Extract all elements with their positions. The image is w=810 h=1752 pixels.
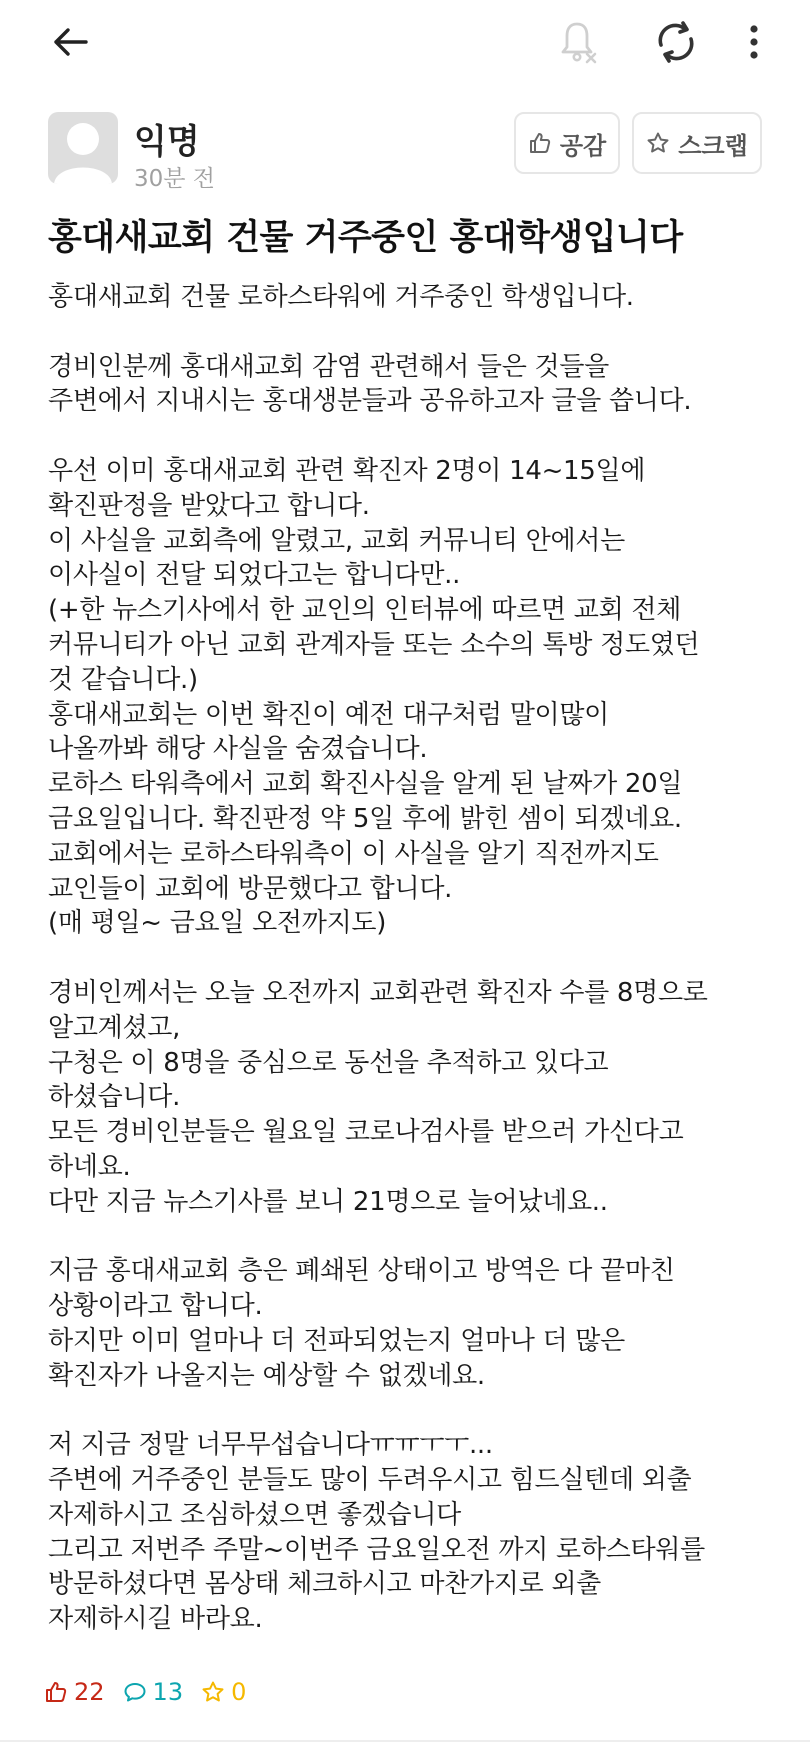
scrap-button-label: 스크랩 xyxy=(678,131,748,160)
body-line: 것 같습니다.) xyxy=(48,664,198,695)
scrap-button[interactable] xyxy=(632,112,762,174)
body-line: 교회에서는 로하스타워측이 이 사실을 알기 직전까지도 xyxy=(48,838,659,869)
body-line: 구청은 이 8명을 중심으로 동선을 추적하고 있다고 xyxy=(48,1047,609,1078)
body-line: 저 지금 정말 너무무섭습니다ㅠㅠㅜㅜ... xyxy=(48,1430,493,1461)
body-line: (+한 뉴스기사에서 한 교인의 인터뷰에 따르면 교회 전체 xyxy=(48,595,682,626)
body-line: (매 평일~ 금요일 오전까지도) xyxy=(48,908,387,939)
body-line: 하지만 이미 얼마나 더 전파되었는지 얼마나 더 많은 xyxy=(48,1325,625,1356)
body-line: 확진판정을 받았다고 합니다. xyxy=(48,490,370,521)
star-icon xyxy=(201,1680,225,1704)
body-line: 지금 홍대새교회 층은 폐쇄된 상태이고 방역은 다 끝마친 xyxy=(48,1256,675,1287)
post-title: 홍대새교회 건물 거주중인 홍대학생입니다 xyxy=(48,218,683,258)
body-line: 상황이라고 합니다. xyxy=(48,1291,263,1322)
body-line: 교인들이 교회에 방문했다고 합니다. xyxy=(48,873,453,904)
body-line: 금요일입니다. 확진판정 약 5일 후에 밝힌 셈이 되겠네요. xyxy=(48,803,682,834)
like-button-label: 공감 xyxy=(559,131,607,160)
blank-line xyxy=(48,1220,778,1255)
arrow-left-icon xyxy=(52,27,88,57)
body-line: 하네요. xyxy=(48,1151,131,1182)
post-body xyxy=(48,280,778,1637)
body-line: 그리고 저번주 주말~이번주 금요일오전 까지 로하스타워를 xyxy=(48,1534,705,1565)
post-author-row xyxy=(48,112,762,192)
body-line: 확진자가 나올지는 예상할 수 없겠네요. xyxy=(48,1360,485,1391)
blank-line xyxy=(48,315,778,350)
refresh-button[interactable] xyxy=(646,14,706,70)
blank-line xyxy=(48,941,778,976)
body-line: 이 사실을 교회측에 알렸고, 교회 커뮤니티 안에서는 xyxy=(48,525,625,556)
body-line: 자제하시고 조심하셨으면 좋겠습니다 xyxy=(48,1499,461,1530)
body-line: 홍대새교회 건물 로하스타워에 거주중인 학생입니다. xyxy=(48,282,634,312)
more-options-button[interactable] xyxy=(736,14,772,70)
bell-off-icon xyxy=(557,20,601,64)
top-app-bar xyxy=(0,0,810,84)
body-line: 나올까봐 해당 사실을 숨겼습니다. xyxy=(48,734,428,765)
divider xyxy=(0,1740,810,1742)
comment-count-value: 13 xyxy=(152,1678,184,1706)
back-button[interactable] xyxy=(44,18,96,66)
post-time: 30분 전 xyxy=(134,166,216,192)
like-button[interactable] xyxy=(514,112,620,174)
comment-count xyxy=(123,1678,184,1706)
body-line: 자제하시길 바라요. xyxy=(48,1604,263,1635)
like-count xyxy=(44,1678,105,1706)
blank-line xyxy=(48,419,778,454)
body-line: 다만 지금 뉴스기사를 보니 21명으로 늘어났네요.. xyxy=(48,1186,608,1217)
body-line: 경비인분께 홍대새교회 감염 관련해서 들은 것들을 xyxy=(48,351,609,382)
body-line: 이사실이 전달 되었다고는 합니다만.. xyxy=(48,560,461,591)
body-line: 커뮤니티가 아닌 교회 관계자들 또는 소수의 톡방 정도였던 xyxy=(48,629,700,660)
body-line: 알고계셨고, xyxy=(48,1012,181,1043)
body-line: 모든 경비인분들은 월요일 코로나검사를 받으러 가신다고 xyxy=(48,1117,684,1148)
like-count-value: 22 xyxy=(74,1678,105,1706)
star-icon xyxy=(646,131,670,155)
post-stats xyxy=(44,1672,246,1712)
body-line: 우선 이미 홍대새교회 관련 확진자 2명이 14~15일에 xyxy=(48,455,646,486)
notification-toggle-button[interactable] xyxy=(552,14,606,70)
thumbs-up-icon xyxy=(44,1680,68,1704)
body-line: 방문하셨다면 몸상태 체크하시고 마찬가지로 외출 xyxy=(48,1569,601,1600)
body-line: 주변에서 지내시는 홍대생분들과 공유하고자 글을 씁니다. xyxy=(48,386,692,417)
scrap-count-value: 0 xyxy=(231,1678,247,1706)
body-line: 로하스 타워측에서 교회 확진사실을 알게 된 날짜가 20일 xyxy=(48,769,683,800)
body-line: 하셨습니다. xyxy=(48,1082,181,1113)
body-line: 주변에 거주중인 분들도 많이 두려우시고 힘드실텐데 외출 xyxy=(48,1465,692,1496)
thumbs-up-icon xyxy=(528,131,552,155)
comment-icon xyxy=(123,1680,147,1704)
scrap-count xyxy=(201,1678,246,1706)
body-line: 경비인께서는 오늘 오전까지 교회관련 확진자 수를 8명으로 xyxy=(48,977,708,1008)
blank-line xyxy=(48,1394,778,1429)
body-line: 홍대새교회는 이번 확진이 예전 대구처럼 말이많이 xyxy=(48,699,609,730)
refresh-icon xyxy=(655,21,697,63)
author-name: 익명 xyxy=(134,122,200,162)
more-vertical-icon xyxy=(749,24,759,60)
avatar xyxy=(48,112,118,184)
default-avatar-icon xyxy=(48,112,118,184)
